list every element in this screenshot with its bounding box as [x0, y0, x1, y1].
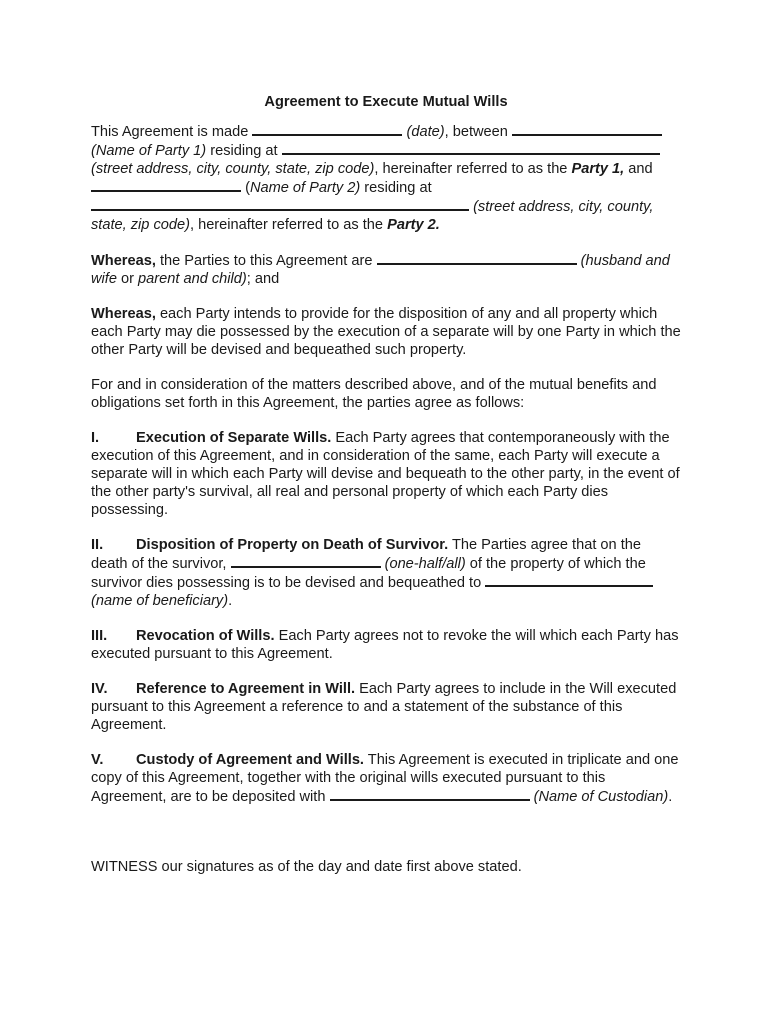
party1-label: Party 1,: [571, 161, 625, 177]
relationship-hint: (husband and wife: [91, 253, 670, 287]
date-hint: (date): [406, 124, 445, 140]
portion-hint: (one-half/all): [384, 556, 466, 572]
whereas-lead: Whereas,: [91, 306, 156, 322]
section-3: [91, 627, 681, 663]
date-blank[interactable]: [252, 122, 402, 136]
beneficiary-hint: (name of beneficiary): [91, 593, 229, 609]
section-heading: Reference to Agreement in Will.: [136, 681, 356, 697]
section-heading: Execution of Separate Wills.: [136, 430, 332, 446]
section-text: The Parties agree that on the death of the survivor,: [91, 537, 642, 572]
intro-text: , between: [444, 124, 512, 140]
portion-blank[interactable]: [231, 554, 381, 568]
section-text: .: [668, 789, 673, 805]
section-text: This Agreement is executed in triplicate and one copy of this Agreement, together with the original wills executed pursuant to this Agreement, are to be deposited with: [91, 752, 679, 805]
custodian-hint: (Name of Custodian): [533, 789, 669, 805]
section-text: Each Party agrees not to revoke the will which each Party has executed pursuant to this Agreement.: [91, 628, 679, 662]
document-page: [91, 92, 681, 893]
intro-paragraph: [91, 122, 681, 234]
section-4: [91, 680, 681, 734]
section-heading: Disposition of Property on Death of Survivor.: [136, 537, 449, 553]
section-5: [91, 751, 681, 806]
section-number: I.: [91, 430, 100, 446]
section-text: Each Party agrees to include in the Will executed pursuant to this Agreement a reference to and a statement of the substance of this Agreement.: [91, 681, 677, 733]
relationship-blank[interactable]: [377, 251, 577, 265]
section-number: IV.: [91, 681, 108, 697]
document-title: Agreement to Execute Mutual Wills: [264, 94, 508, 110]
party2-address-hint: (street address, city, county, state, zip code): [91, 199, 654, 233]
intro-text: (: [245, 180, 250, 196]
section-2: [91, 536, 681, 610]
section-text: Each Party agrees that contemporaneously with the execution of this Agreement, and in consideration of the same, each Party will execute a separate will in which each Party will devise and bequeath to the other party, in the event of the other party's survival, all real and personal property of which each Party dies possessing.: [91, 430, 680, 518]
intro-text: , hereinafter referred to as the: [374, 161, 572, 177]
whereas-text: or: [116, 271, 139, 287]
party2-label: Party 2.: [387, 217, 440, 233]
beneficiary-blank[interactable]: [485, 573, 653, 587]
section-heading: Custody of Agreement and Wills.: [136, 752, 364, 768]
section-1: [91, 429, 681, 519]
section-heading: Revocation of Wills.: [136, 628, 275, 644]
witness-statement: WITNESS our signatures as of the day and date first above stated.: [91, 859, 522, 875]
consideration-paragraph: For and in consideration of the matters described above, and of the mutual benefits and obligations set forth in this Agreement, the parties agree as follows:: [91, 377, 657, 411]
whereas-text: each Party intends to provide for the disposition of any and all property which each Party may die possessed by the execution of a separate will by one Party in which the other Party will be devised and bequeathed such property.: [91, 306, 681, 358]
whereas-lead: Whereas,: [91, 253, 156, 269]
whereas-text: ; and: [246, 271, 280, 287]
party2-address-blank[interactable]: [91, 197, 469, 211]
party1-name-blank[interactable]: [512, 122, 662, 136]
whereas-text: the Parties to this Agreement are: [155, 253, 377, 269]
party1-address-hint: (street address, city, county, state, zip code): [91, 161, 375, 177]
section-number: II.: [91, 537, 104, 553]
section-number: III.: [91, 628, 108, 644]
intro-text: This Agreement is made: [91, 124, 253, 140]
party2-name-hint: Name of Party 2): [249, 180, 361, 196]
party1-name-hint: (Name of Party 1): [91, 143, 207, 159]
section-text: .: [228, 593, 233, 609]
intro-text: and: [624, 161, 653, 177]
whereas-intent: [91, 305, 681, 359]
section-number: V.: [91, 752, 104, 768]
party2-name-blank[interactable]: [91, 178, 241, 192]
intro-text: , hereinafter referred to as the: [189, 217, 388, 233]
party1-address-blank[interactable]: [282, 141, 660, 155]
whereas-relationship: [91, 251, 681, 288]
custodian-blank[interactable]: [330, 787, 530, 801]
intro-text: residing at: [206, 143, 282, 159]
intro-text: residing at: [360, 180, 432, 196]
relationship-hint: parent and child): [138, 271, 247, 287]
section-text: of the property of which the survivor dies possessing is to be devised and bequeathed to: [91, 556, 646, 591]
